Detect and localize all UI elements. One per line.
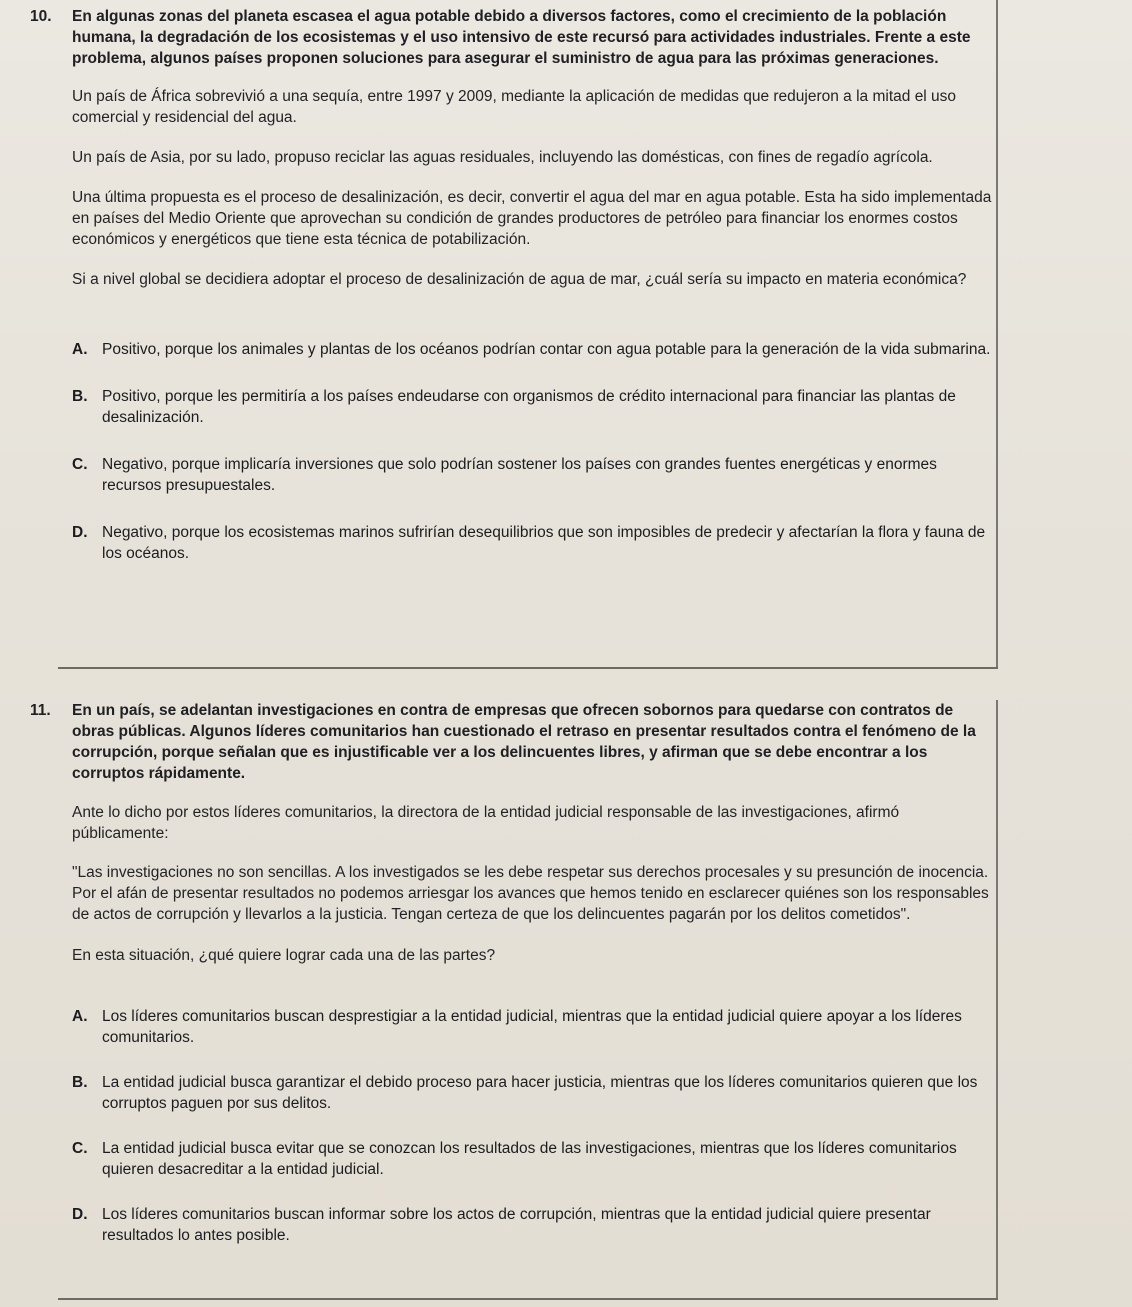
option-c[interactable] bbox=[72, 454, 996, 496]
paragraph-directora: Ante lo dicho por estos líderes comunitarios, la directora de la entidad judicial responsable de las investigaciones, afirmó públicamente: bbox=[72, 804, 900, 842]
option-b[interactable] bbox=[72, 386, 996, 428]
option-b[interactable] bbox=[72, 1072, 996, 1114]
question-intro-text: En algunas zonas del planeta escasea el agua potable debido a diversos factores, como el crecimiento de la población humana, la degradación de los ecosistemas y el uso intensivo de este recursó para actividades industriales. Frente a este problema, algunos países proponen soluciones para asegurar el suministro de agua para las próximas generaciones. bbox=[72, 8, 971, 67]
option-letter: B. bbox=[72, 388, 88, 405]
option-c[interactable] bbox=[72, 1138, 996, 1180]
option-letter: B. bbox=[72, 1074, 88, 1091]
paragraph-asia: Un país de Asia, por su lado, propuso reciclar las aguas residuales, incluyendo las domésticas, con fines de regadío agrícola. bbox=[72, 149, 933, 166]
option-text: La entidad judicial busca garantizar el debido proceso para hacer justicia, mientras que los líderes comunitarios quieren que los corruptos paguen por sus delitos. bbox=[102, 1074, 978, 1112]
question-prompt: Si a nivel global se decidiera adoptar el proceso de desalinización de agua de mar, ¿cuál sería su impacto en materia económica? bbox=[72, 271, 967, 288]
option-text: La entidad judicial busca evitar que se conozcan los resultados de las investigaciones, mientras que los líderes comunitarios quieren desacreditar a la entidad judicial. bbox=[102, 1140, 957, 1178]
option-text: Positivo, porque los animales y plantas de los océanos podrían contar con agua potable para la generación de la vida submarina. bbox=[102, 341, 991, 358]
option-d[interactable] bbox=[72, 522, 996, 564]
question-10 bbox=[30, 6, 996, 564]
question-10-intro bbox=[30, 6, 996, 69]
option-letter: C. bbox=[72, 456, 88, 473]
option-letter: A. bbox=[72, 1008, 88, 1025]
divider-q11 bbox=[58, 1298, 998, 1300]
option-letter: D. bbox=[72, 524, 88, 541]
question-number: 10. bbox=[30, 8, 52, 25]
option-text: Negativo, porque los ecosistemas marinos sufrirían desequilibrios que son imposibles de predecir y afectarían la flora y fauna de los océanos. bbox=[102, 524, 986, 562]
border-right-q10 bbox=[996, 0, 998, 668]
option-text: Los líderes comunitarios buscan desprestigiar a la entidad judicial, mientras que la entidad judicial quiere apoyar a los líderes comunitarios. bbox=[102, 1008, 962, 1046]
paragraph-africa: Un país de África sobrevivió a una sequía, entre 1997 y 2009, mediante la aplicación de medidas que redujeron a la mitad el uso comercial y residencial del agua. bbox=[72, 88, 957, 126]
question-number: 11. bbox=[30, 702, 51, 719]
border-right-q11 bbox=[996, 700, 998, 1300]
option-d[interactable] bbox=[72, 1204, 996, 1246]
option-letter: A. bbox=[72, 341, 88, 358]
option-a[interactable] bbox=[72, 339, 996, 360]
option-text: Los líderes comunitarios buscan informar sobre los actos de corrupción, mientras que la entidad judicial quiere presentar resultados lo antes posible. bbox=[102, 1206, 931, 1244]
paragraph-desalination: Una última propuesta es el proceso de desalinización, es decir, convertir el agua del mar en agua potable. Esta ha sido implementada en países del Medio Oriente que aprovechan su condición de grandes productores de petróleo para financiar los enormes costos económicos y energéticos que tiene esta técnica de potabilización. bbox=[72, 189, 992, 248]
option-a[interactable] bbox=[72, 1006, 996, 1048]
question-11 bbox=[30, 700, 996, 1246]
option-text: Positivo, porque les permitiría a los países endeudarse con organismos de crédito internacional para financiar las plantas de desalinización. bbox=[102, 388, 956, 426]
question-prompt: En esta situación, ¿qué quiere lograr cada una de las partes? bbox=[72, 947, 496, 964]
question-11-intro bbox=[30, 700, 996, 784]
option-letter: D. bbox=[72, 1206, 88, 1223]
quote-paragraph: "Las investigaciones no son sencillas. A los investigados se les debe respetar sus derechos procesales y su presunción de inocencia. Por el afán de presentar resultados no podemos arriesgar los avances que hemos tenido en esclarecer quiénes son los responsables de actos de corrupción y llevarlos a la justicia. Tengan certeza de que los delincuentes pagarán por los delitos cometidos". bbox=[72, 864, 989, 923]
option-text: Negativo, porque implicaría inversiones que solo podrían sostener los países con grandes fuentes energéticas y enormes recursos presupuestales. bbox=[102, 456, 937, 494]
option-letter: C. bbox=[72, 1140, 88, 1157]
question-intro-text: En un país, se adelantan investigaciones en contra de empresas que ofrecen sobornos para quedarse con contratos de obras públicas. Algunos líderes comunitarios han cuestionado el retraso en presentar resultados contra el fenómeno de la corrupción, porque señalan que es injustificable ver a los delincuentes libres, y afirman que se debe encontrar a los corruptos rápidamente. bbox=[72, 702, 976, 782]
divider-q10 bbox=[58, 667, 998, 669]
